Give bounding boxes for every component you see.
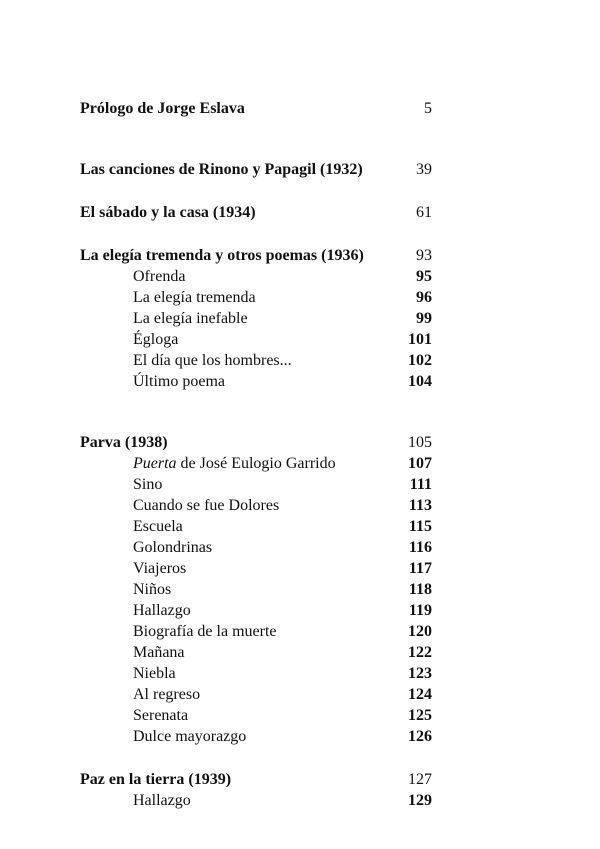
toc-section-sabado[interactable] (80, 202, 432, 223)
entry-title: Viajeros (133, 560, 187, 577)
toc-section-rinono[interactable] (80, 159, 432, 180)
page-number: 96 (416, 289, 432, 306)
entry-title: Dulce mayorazgo (133, 728, 247, 745)
entry-title: Biografía de la muerte (133, 623, 277, 640)
page-number: 120 (408, 623, 432, 640)
entry-title: Al regreso (133, 686, 201, 703)
toc-entry[interactable] (80, 790, 432, 811)
toc-entry[interactable] (80, 579, 432, 600)
toc-entry[interactable] (80, 329, 432, 350)
page-number: 124 (408, 686, 432, 703)
spacer (80, 392, 432, 432)
toc-entry[interactable] (80, 726, 432, 747)
page-number: 113 (408, 497, 432, 514)
toc-entry[interactable] (80, 600, 432, 621)
entry-title: Escuela (133, 518, 183, 535)
page-number: 93 (416, 247, 432, 264)
entry-title: Hallazgo (133, 792, 191, 809)
entry-title (80, 453, 336, 474)
page-number: 127 (408, 771, 432, 788)
toc-entry[interactable] (80, 705, 432, 726)
toc-entry[interactable] (80, 684, 432, 705)
spacer (80, 223, 432, 245)
entry-title: Cuando se fue Dolores (133, 497, 280, 514)
page-number: 122 (408, 644, 432, 661)
page-number: 99 (416, 310, 432, 327)
toc-entry[interactable] (80, 621, 432, 642)
page-number: 104 (408, 373, 432, 390)
toc-entry[interactable] (80, 474, 432, 495)
entry-title: La elegía inefable (133, 310, 248, 327)
page-number: 125 (408, 707, 432, 724)
page-number: 105 (408, 434, 432, 451)
page-number: 102 (408, 352, 432, 369)
spacer (80, 180, 432, 202)
entry-title: Mañana (133, 644, 185, 661)
toc-entry[interactable] (80, 558, 432, 579)
section-title: Prólogo de Jorge Eslava (80, 100, 245, 117)
section-title: Paz en la tierra (1939) (80, 771, 232, 788)
toc-entry[interactable] (80, 537, 432, 558)
toc-entry[interactable] (80, 287, 432, 308)
page-number: 95 (416, 268, 432, 285)
toc-entry[interactable] (80, 495, 432, 516)
page-number: 111 (409, 476, 432, 493)
page-number: 123 (408, 665, 432, 682)
page-number: 101 (408, 331, 432, 348)
spacer (80, 747, 432, 769)
entry-title: Égloga (133, 331, 179, 348)
entry-title: Niños (133, 581, 172, 598)
page-number: 117 (408, 560, 432, 577)
toc-entry[interactable] (80, 663, 432, 684)
page-number: 116 (408, 539, 432, 556)
toc-entry[interactable] (80, 642, 432, 663)
spacer (80, 119, 432, 159)
toc-section-prologo[interactable] (80, 98, 432, 119)
entry-title: Hallazgo (133, 602, 191, 619)
entry-title: Sino (133, 476, 163, 493)
entry-title: Serenata (133, 707, 189, 724)
page-number: 61 (416, 204, 432, 221)
section-title: Parva (1938) (80, 434, 168, 451)
toc-section-parva[interactable] (80, 432, 432, 453)
toc-entry[interactable] (80, 453, 432, 474)
entry-title: La elegía tremenda (133, 289, 256, 306)
entry-title: El día que los hombres... (133, 352, 292, 369)
page-number: 119 (408, 602, 432, 619)
page-number: 126 (408, 728, 432, 745)
section-title: Las canciones de Rinono y Papagil (1932) (80, 161, 363, 178)
toc-entry[interactable] (80, 308, 432, 329)
page-number: 129 (408, 792, 432, 809)
entry-title-rest: de José Eulogio Garrido (176, 455, 336, 472)
entry-title: Golondrinas (133, 539, 213, 556)
toc-entry[interactable] (80, 516, 432, 537)
entry-title: Ofrenda (133, 268, 186, 285)
toc-entry[interactable] (80, 266, 432, 287)
section-title: El sábado y la casa (1934) (80, 204, 256, 221)
section-title: La elegía tremenda y otros poemas (1936) (80, 247, 364, 264)
page-number: 107 (408, 455, 432, 472)
toc-entry[interactable] (80, 350, 432, 371)
toc-entry[interactable] (80, 371, 432, 392)
entry-title-italic: Puerta (133, 455, 177, 472)
page-number: 115 (408, 518, 432, 535)
entry-title: Último poema (133, 373, 225, 390)
entry-title: Niebla (133, 665, 176, 682)
page-number: 5 (424, 100, 432, 117)
toc-section-elegia[interactable] (80, 245, 432, 266)
toc-section-paz[interactable] (80, 769, 432, 790)
page-number: 118 (408, 581, 432, 598)
table-of-contents (80, 98, 432, 811)
page-number: 39 (416, 161, 432, 178)
